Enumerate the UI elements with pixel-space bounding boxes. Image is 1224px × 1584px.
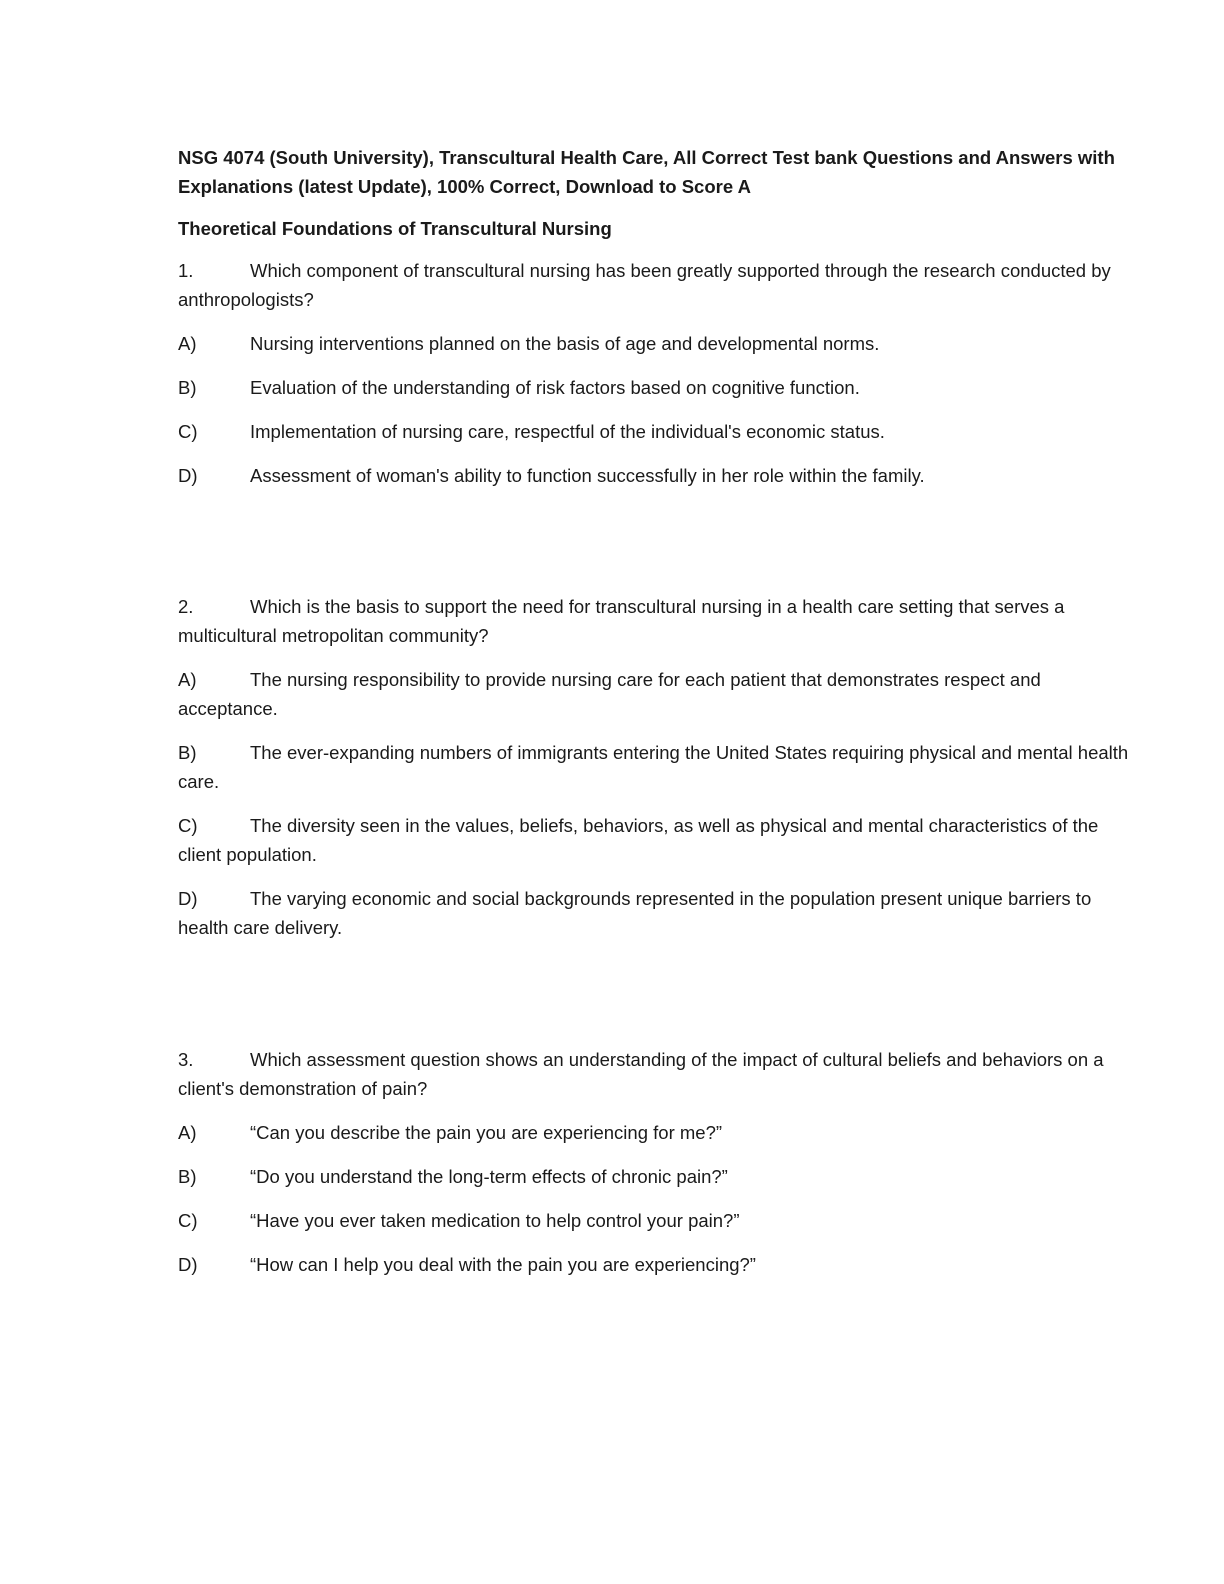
option-letter: C)	[178, 421, 198, 442]
answer-option-c	[178, 417, 1143, 446]
document-page	[178, 143, 1143, 1294]
option-letter: A)	[178, 1122, 197, 1143]
spacer	[178, 505, 1143, 592]
document-title: NSG 4074 (South University), Transcultural Health Care, All Correct Test bank Questions and Answers with Explanations (latest Update), 100% Correct, Download to Score A	[178, 147, 1115, 197]
option-letter: B)	[178, 1166, 197, 1187]
question-stem	[178, 1045, 1143, 1103]
answer-option-b	[178, 738, 1143, 796]
option-letter: D)	[178, 465, 198, 486]
question-text: Which is the basis to support the need for transcultural nursing in a health care setting that serves a multicultural metropolitan community?	[178, 596, 1065, 646]
option-text: The diversity seen in the values, beliefs, behaviors, as well as physical and mental characteristics of the client population.	[178, 815, 1099, 865]
question-number: 3.	[178, 1049, 194, 1070]
option-letter: C)	[178, 815, 198, 836]
option-text: Assessment of woman's ability to function successfully in her role within the family.	[250, 465, 925, 486]
question-3	[178, 1045, 1143, 1279]
option-text: “Do you understand the long-term effects of chronic pain?”	[250, 1166, 728, 1187]
question-text: Which assessment question shows an understanding of the impact of cultural beliefs and behaviors on a client's demonstration of pain?	[178, 1049, 1104, 1099]
option-text: The ever-expanding numbers of immigrants entering the United States requiring physical and mental health care.	[178, 742, 1129, 792]
question-number: 1.	[178, 260, 194, 281]
answer-option-a	[178, 329, 1143, 358]
answer-option-d	[178, 461, 1143, 490]
option-text: The varying economic and social backgrounds represented in the population present unique barriers to health care delivery.	[178, 888, 1092, 938]
option-letter: B)	[178, 742, 197, 763]
question-stem	[178, 592, 1143, 650]
question-text: Which component of transcultural nursing has been greatly supported through the research conducted by anthropologists?	[178, 260, 1111, 310]
answer-option-c	[178, 811, 1143, 869]
answer-option-b	[178, 1162, 1143, 1191]
option-letter: A)	[178, 669, 197, 690]
option-letter: C)	[178, 1210, 198, 1231]
option-letter: A)	[178, 333, 197, 354]
option-text: “Have you ever taken medication to help control your pain?”	[250, 1210, 740, 1231]
option-letter: D)	[178, 1254, 198, 1275]
question-stem	[178, 256, 1143, 314]
option-text: “How can I help you deal with the pain you are experiencing?”	[250, 1254, 756, 1275]
answer-option-c	[178, 1206, 1143, 1235]
option-text: Evaluation of the understanding of risk factors based on cognitive function.	[250, 377, 860, 398]
answer-option-d	[178, 884, 1143, 942]
question-2	[178, 592, 1143, 942]
option-text: Nursing interventions planned on the basis of age and developmental norms.	[250, 333, 880, 354]
question-1	[178, 256, 1143, 490]
answer-option-d	[178, 1250, 1143, 1279]
option-letter: B)	[178, 377, 197, 398]
option-letter: D)	[178, 888, 198, 909]
question-number: 2.	[178, 596, 194, 617]
section-heading: Theoretical Foundations of Transcultural Nursing	[178, 218, 612, 239]
option-text: The nursing responsibility to provide nursing care for each patient that demonstrates respect and acceptance.	[178, 669, 1041, 719]
spacer	[178, 957, 1143, 1045]
answer-option-a	[178, 665, 1143, 723]
answer-option-a	[178, 1118, 1143, 1147]
option-text: “Can you describe the pain you are experiencing for me?”	[250, 1122, 723, 1143]
answer-option-b	[178, 373, 1143, 402]
option-text: Implementation of nursing care, respectful of the individual's economic status.	[250, 421, 885, 442]
